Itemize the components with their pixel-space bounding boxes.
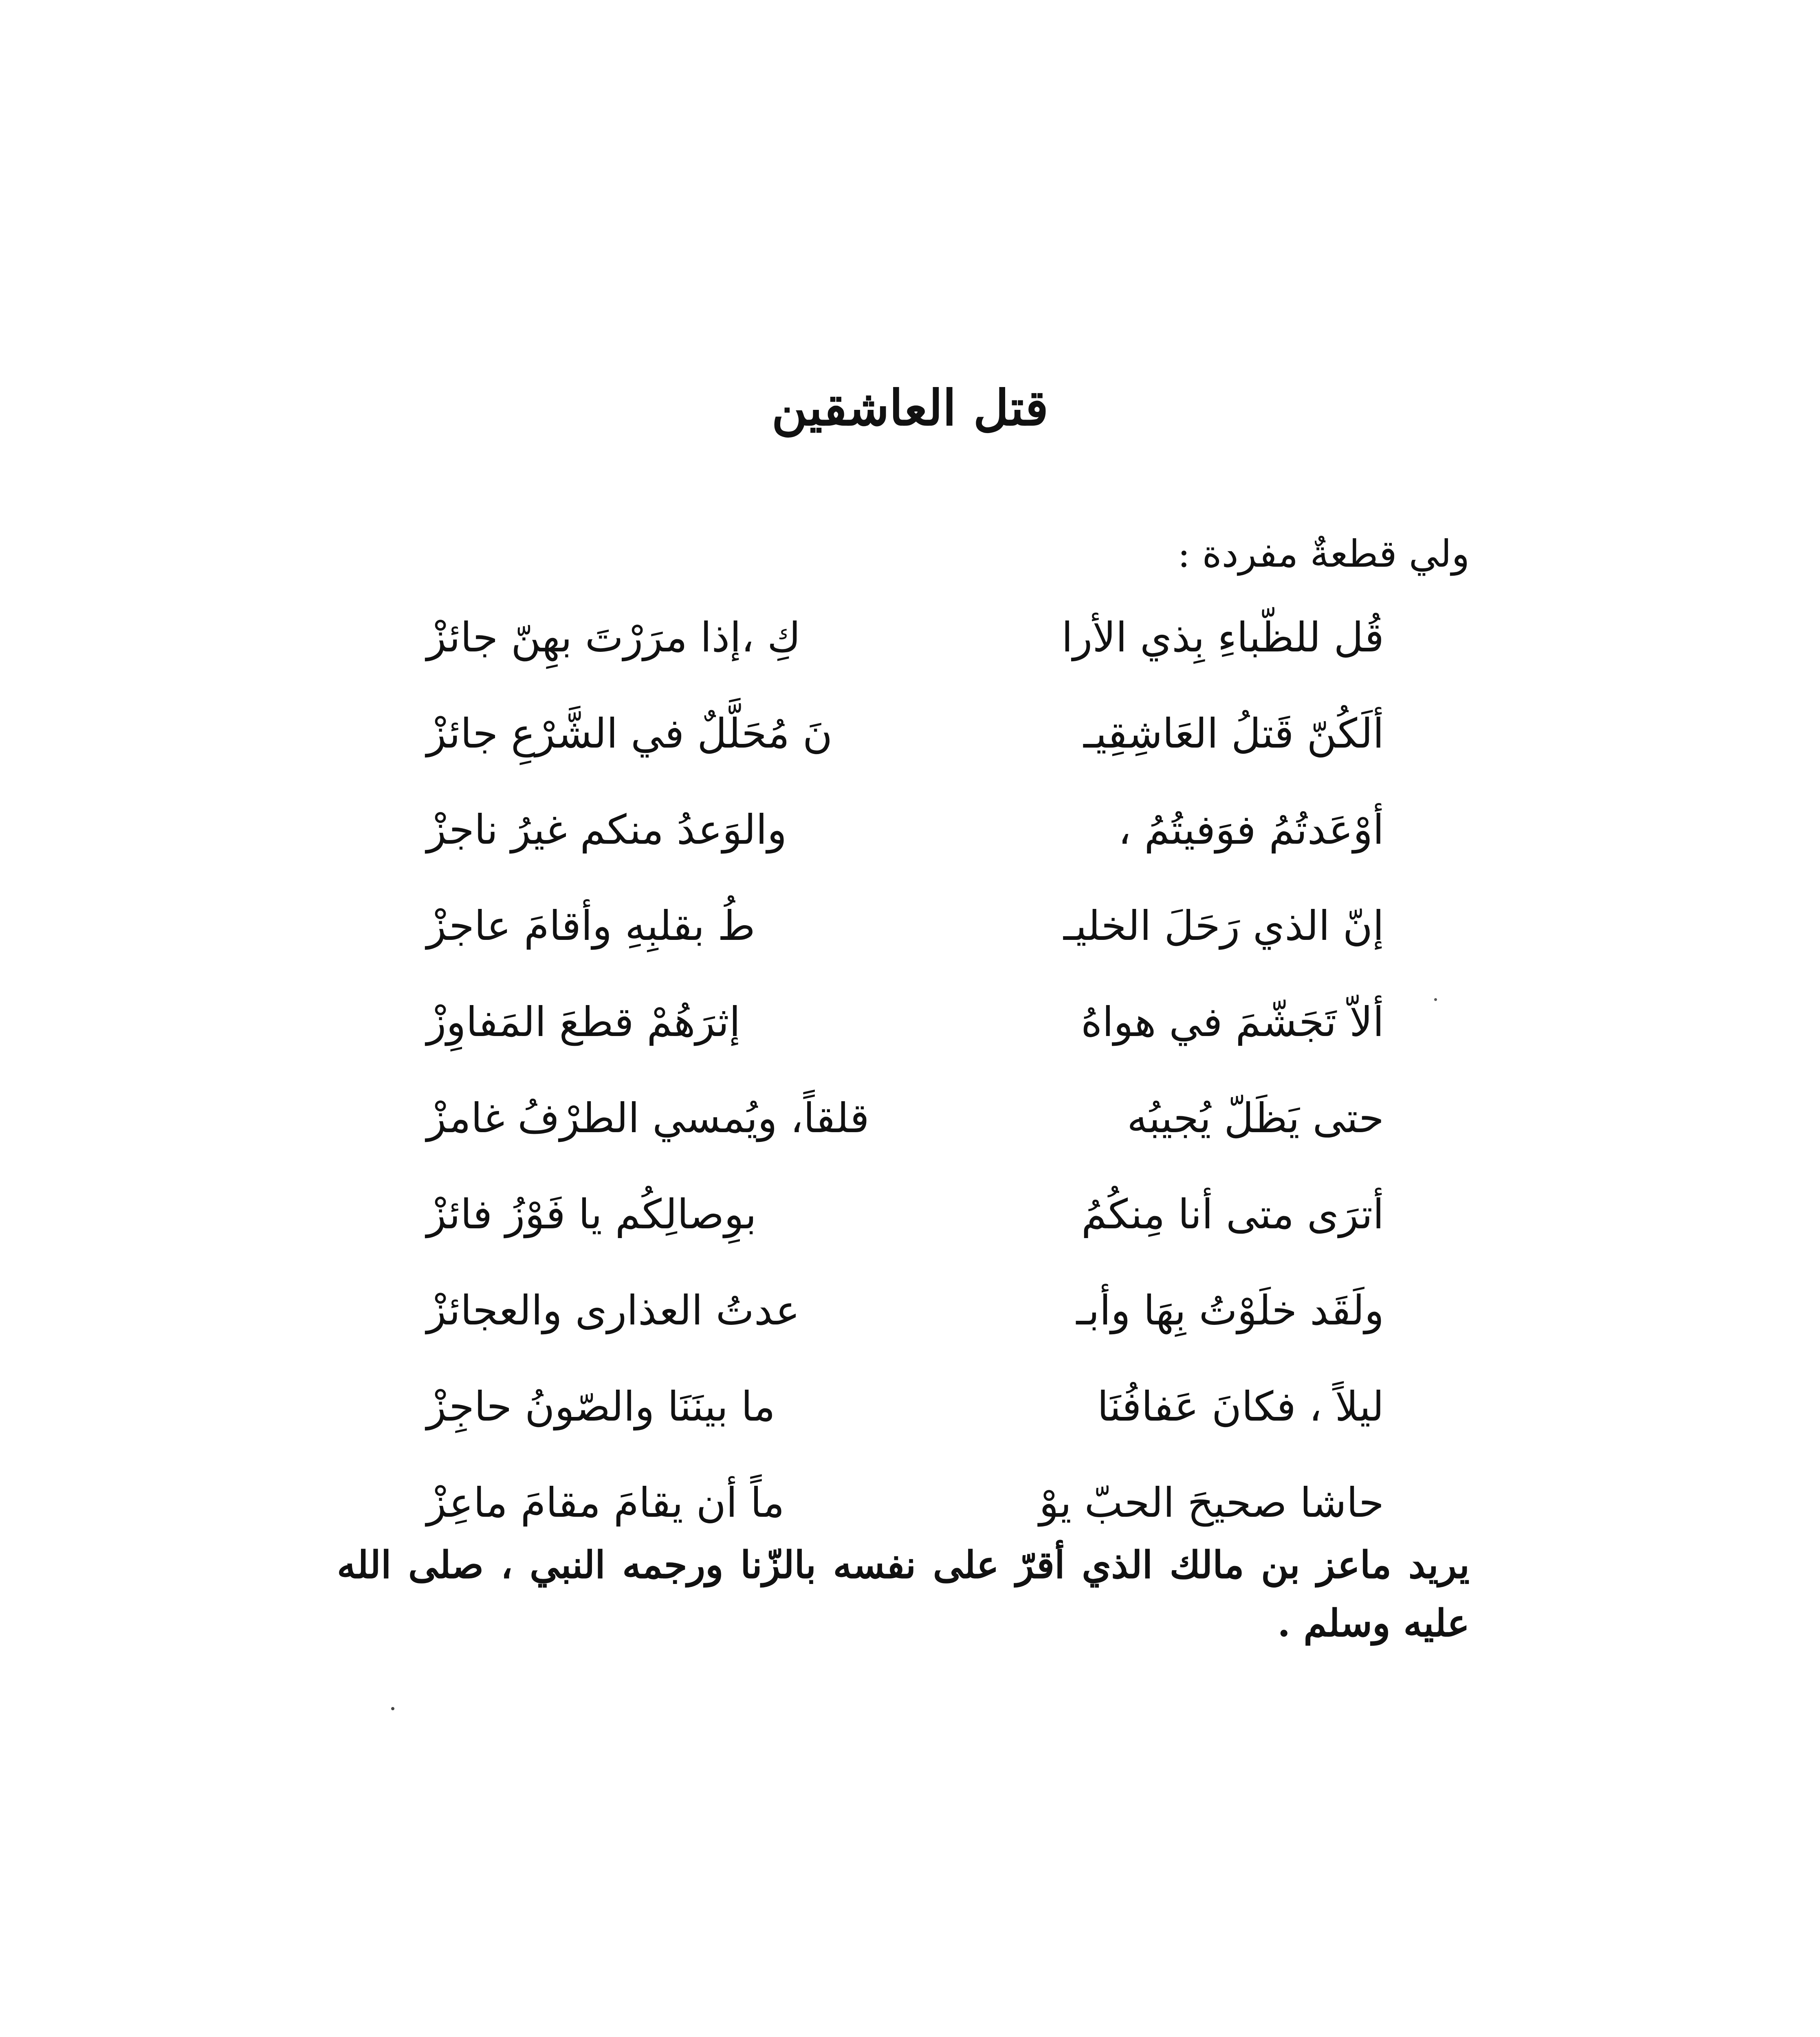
print-speck [1434, 998, 1437, 1001]
verse-first-hemistich: إنّ الذي رَحَلَ الخليـ [1063, 902, 1384, 950]
verse-second-hemistich: قلقاً، ويُمسي الطرْفُ غامزْ [427, 1094, 869, 1142]
verse-line [427, 996, 1384, 1092]
intro-line: ولي قطعةٌ مفردة : [1177, 532, 1470, 576]
verse-line [427, 900, 1384, 996]
verse-first-hemistich: أترَى متى أنا مِنكُمُ [1081, 1190, 1384, 1238]
page-title: قتل العاشقين [771, 379, 1049, 437]
verse-second-hemistich: طُ بقلبِهِ وأقامَ عاجزْ [427, 902, 755, 950]
verse-first-hemistich: حاشا صحيحَ الحبّ يوْ [1039, 1479, 1384, 1527]
verse-second-hemistich: ما بينَنَا والصّونُ حاجِزْ [427, 1383, 775, 1430]
verse-first-hemistich: ألَكُنّ قَتلُ العَاشِقِيـ [1083, 710, 1384, 757]
verse-second-hemistich: إثرَهُمْ قطعَ المَفاوِزْ [427, 998, 741, 1046]
verse-second-hemistich: ماً أن يقامَ مقامَ ماعِزْ [427, 1479, 785, 1527]
verse-line [427, 1188, 1384, 1284]
verse-second-hemistich: والوَعدُ منكم غيرُ ناجزْ [427, 806, 787, 854]
footnote-paragraph: يريد ماعز بن مالك الذي أقرّ على نفسه بالزّنا ورجمه النبي ، صلى الله عليه وسلم . [337, 1543, 1470, 1645]
verse-first-hemistich: ولَقَد خلَوْتُ بِهَا وأبـ [1076, 1287, 1384, 1334]
verse-line [427, 803, 1384, 900]
verse-second-hemistich: عدتُ العذارى والعجائزْ [427, 1287, 800, 1334]
verse-second-hemistich: بوِصالِكُم يا فَوْزُ فائزْ [427, 1190, 757, 1238]
verse-second-hemistich: نَ مُحَلَّلٌ في الشَّرْعِ جائزْ [427, 710, 833, 757]
verse-line [427, 1092, 1384, 1188]
verse-line [427, 1284, 1384, 1380]
print-speck [391, 1707, 394, 1710]
verse-first-hemistich: حتى يَظَلّ يُجيبُه [1127, 1094, 1384, 1142]
verse-first-hemistich: ألاّ تَجَشّمَ في هواهُ [1081, 998, 1384, 1046]
verse-line [427, 707, 1384, 803]
verse-first-hemistich: ليلاً ، فكانَ عَفافُنَا [1097, 1383, 1384, 1430]
verse-second-hemistich: كِ ،إذا مرَرْتَ بهِنّ جائزْ [427, 614, 801, 661]
verse-line [427, 1380, 1384, 1476]
verse-first-hemistich: أوْعَدتُمُ فوَفيتُمُ ، [1118, 806, 1384, 854]
verse-line [427, 611, 1384, 707]
verse-first-hemistich: قُل للظّباءِ بِذي الأرا [1061, 614, 1384, 661]
poem [427, 611, 1384, 1573]
